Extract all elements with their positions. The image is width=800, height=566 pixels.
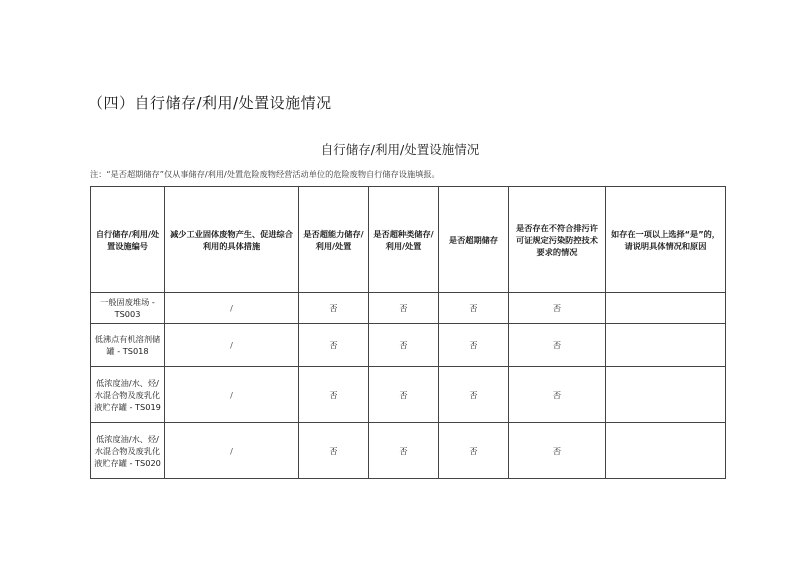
header-over-period: 是否超期储存 [439, 187, 509, 293]
facility-name-cell: 低沸点有机溶剂储罐 - TS018 [91, 324, 165, 367]
table-row [91, 293, 726, 324]
over-period-cell: 否 [439, 423, 509, 479]
non-compliant-cell: 否 [509, 367, 606, 423]
header-explanation: 如存在一项以上选择“是”的，请说明具体情况和原因 [606, 187, 726, 293]
over-period-cell: 否 [439, 324, 509, 367]
header-measures: 减少工业固体废物产生、促进综合利用的具体措施 [165, 187, 299, 293]
header-non-compliant: 是否存在不符合排污许可证规定污染防控技术要求的情况 [509, 187, 606, 293]
over-capacity-cell: 否 [299, 367, 369, 423]
non-compliant-cell: 否 [509, 293, 606, 324]
over-type-cell: 否 [369, 367, 439, 423]
header-over-type: 是否超种类储存/利用/处置 [369, 187, 439, 293]
over-capacity-cell: 否 [299, 293, 369, 324]
over-capacity-cell: 否 [299, 423, 369, 479]
non-compliant-cell: 否 [509, 423, 606, 479]
facility-name-cell: 低浓度油/水、烃/水混合物及废乳化液贮存罐 - TS019 [91, 367, 165, 423]
facility-table [90, 186, 726, 479]
over-type-cell: 否 [369, 423, 439, 479]
table-header-row [91, 187, 726, 293]
explanation-cell [606, 293, 726, 324]
facility-name-cell: 低浓度油/水、烃/水混合物及废乳化液贮存罐 - TS020 [91, 423, 165, 479]
over-capacity-cell: 否 [299, 324, 369, 367]
table-title: 自行储存/利用/处置设施情况 [320, 142, 480, 157]
table-note: 注：“是否超期储存”仅从事储存/利用/处置危险废物经营活动单位的危险废物自行储存设施填报。 [90, 169, 440, 179]
table-row [91, 324, 726, 367]
over-type-cell: 否 [369, 324, 439, 367]
explanation-cell [606, 324, 726, 367]
non-compliant-cell: 否 [509, 324, 606, 367]
section-heading: （四）自行储存/利用/处置设施情况 [88, 94, 332, 112]
measures-cell: / [165, 324, 299, 367]
header-over-capacity: 是否超能力储存/利用/处置 [299, 187, 369, 293]
facility-name-cell: 一般固废堆场 - TS003 [91, 293, 165, 324]
table-row [91, 423, 726, 479]
over-period-cell: 否 [439, 367, 509, 423]
header-facility-id: 自行储存/利用/处置设施编号 [91, 187, 165, 293]
table-row [91, 367, 726, 423]
explanation-cell [606, 423, 726, 479]
measures-cell: / [165, 423, 299, 479]
measures-cell: / [165, 367, 299, 423]
explanation-cell [606, 367, 726, 423]
measures-cell: / [165, 293, 299, 324]
over-period-cell: 否 [439, 293, 509, 324]
over-type-cell: 否 [369, 293, 439, 324]
